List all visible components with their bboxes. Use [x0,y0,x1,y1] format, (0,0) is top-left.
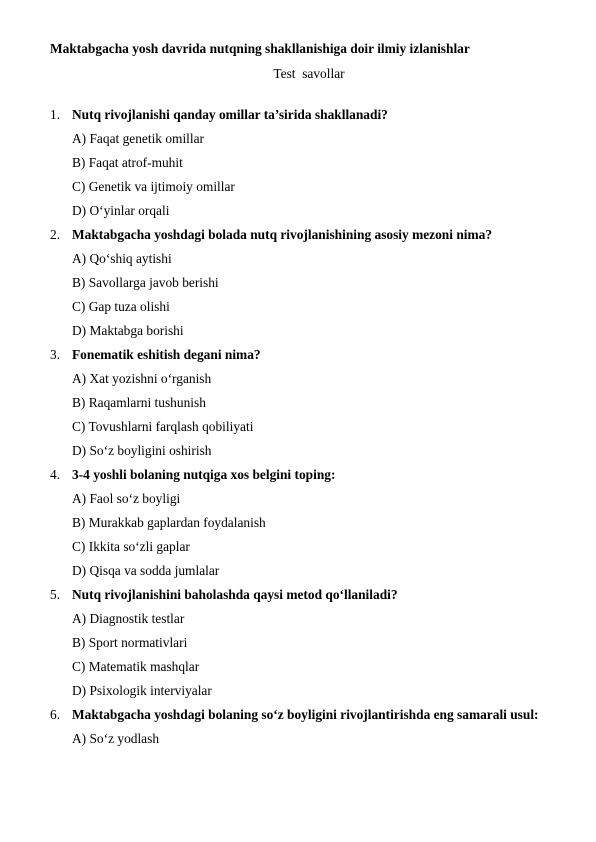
answer-option: D) Maktabga borishi [72,323,184,338]
question-number: 3. [50,347,61,362]
answer-option: A) Diagnostik testlar [72,611,185,626]
question-number: 1. [50,107,61,122]
question-text: Nutq rivojlanishini baholashda qaysi metod qo‘llaniladi? [72,587,398,602]
question-number: 6. [50,707,61,722]
question-text: 3-4 yoshli bolaning nutqiga xos belgini toping: [72,467,336,482]
answer-option: B) Faqat atrof-muhit [72,155,183,170]
answer-option: B) Raqamlarni tushunish [72,395,206,410]
question-text: Nutq rivojlanishi qanday omillar ta’sirida shakllanadi? [72,107,388,122]
answer-option: B) Savollarga javob berishi [72,275,219,290]
question-number: 2. [50,227,61,242]
answer-option: A) Xat yozishni o‘rganish [72,371,212,386]
answer-option: B) Sport normativlari [72,635,188,650]
document-subtitle: Test savollar [273,66,345,81]
answer-option: C) Tovushlarni farqlash qobiliyati [72,419,254,434]
answer-option: D) So‘z boyligini oshirish [72,443,212,458]
answer-option: A) So‘z yodlash [72,731,160,746]
answer-option: C) Ikkita so‘zli gaplar [72,539,190,554]
answer-option: C) Gap tuza olishi [72,299,170,314]
question-5 [0,583,596,703]
question-number: 5. [50,587,61,602]
question-number: 4. [50,467,61,482]
question-1 [0,103,596,223]
answer-option: C) Matematik mashqlar [72,659,200,674]
question-2 [0,223,596,343]
answer-option: D) O‘yinlar orqali [72,203,170,218]
answer-option: A) Faqat genetik omillar [72,131,205,146]
answer-option: B) Murakkab gaplardan foydalanish [72,515,266,530]
answer-option: A) Qo‘shiq aytishi [72,251,172,266]
question-3 [0,343,596,463]
question-text: Maktabgacha yoshdagi bolada nutq rivojlanishining asosiy mezoni nima? [72,227,493,242]
question-text: Fonematik eshitish degani nima? [72,347,261,362]
answer-option: D) Qisqa va sodda jumlalar [72,563,220,578]
question-list [0,103,596,751]
question-6 [0,703,596,751]
question-text: Maktabgacha yoshdagi bolaning so‘z boyligini rivojlantirishda eng samarali usul: [72,707,539,722]
question-4 [0,463,596,583]
answer-option: A) Faol so‘z boyligi [72,491,181,506]
answer-option: D) Psixologik interviyalar [72,683,212,698]
document-title: Maktabgacha yosh davrida nutqning shakllanishiga doir ilmiy izlanishlar [50,41,470,56]
answer-option: C) Genetik va ijtimoiy omillar [72,179,235,194]
